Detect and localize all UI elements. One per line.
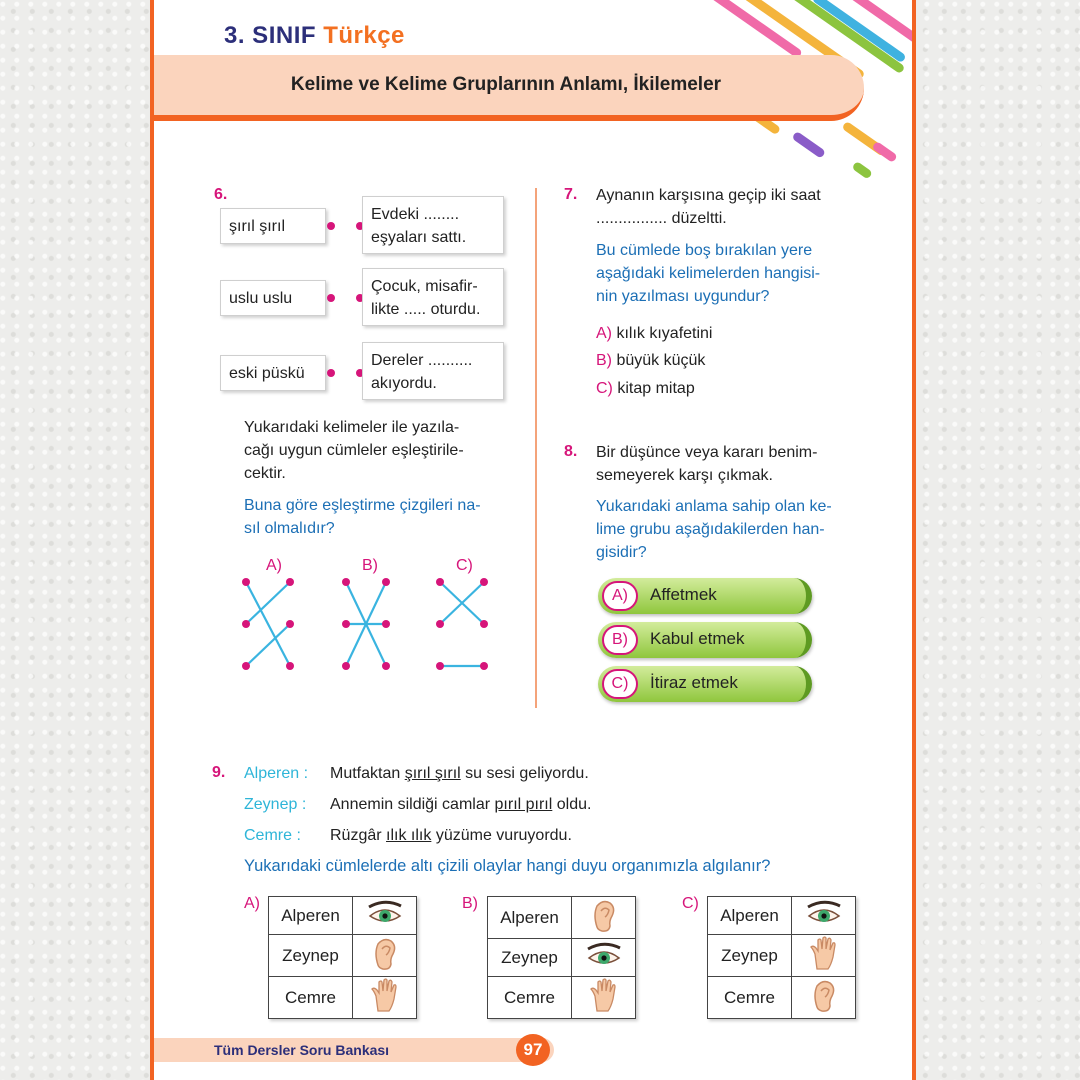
q6-option-b-label: B)	[362, 557, 378, 574]
q8-option-b[interactable]	[598, 622, 812, 658]
q6-question	[244, 494, 481, 540]
q9-table-name-cell: Cemre	[708, 977, 792, 1019]
q6-right-item-2	[362, 268, 504, 326]
grade-label: 3. SINIF	[224, 22, 317, 49]
q9-name-1: Alperen :	[244, 765, 309, 782]
q6-diagram-dot	[342, 662, 350, 670]
q6-diagram-dot	[286, 620, 294, 628]
q7-question-line: aşağıdaki kelimelerden hangisi-	[596, 265, 821, 282]
q9-sentence-2	[330, 793, 591, 816]
q6-diagram-dot	[382, 662, 390, 670]
q9-sentence-text: Annemin sildiği camlar	[330, 796, 495, 813]
q9-table-row	[708, 897, 856, 935]
q6-diagram-dot	[480, 662, 488, 670]
q6-diagram-dot	[382, 620, 390, 628]
q8-question-line: Yukarıdaki anlama sahip olan ke-	[596, 498, 832, 515]
q7-question	[596, 239, 820, 308]
q6-diagram-dot	[382, 578, 390, 586]
q8-option-c-text: İtiraz etmek	[650, 673, 738, 692]
q8-question-line: lime grubu aşağıdakilerden han-	[596, 521, 825, 538]
q9-table-name-cell: Zeynep	[488, 939, 572, 977]
q9-option-c-label: C)	[682, 895, 699, 912]
q6-right-item-1-line: Evdeki ........	[371, 206, 460, 223]
q6-diagram-dot	[436, 620, 444, 628]
q7-option-a-text: kılık kıyafetini	[616, 325, 713, 342]
q6-option-a-line	[246, 582, 290, 666]
q9-table-name-cell: Cemre	[269, 977, 353, 1019]
q6-left-item-1: şırıl şırıl	[220, 208, 326, 244]
q6-body-line: Yukarıdaki kelimeler ile yazıla-	[244, 419, 460, 436]
q6-option-a-line	[246, 624, 290, 666]
q9-sentence-text: Mutfaktan	[330, 765, 405, 782]
q6-diagram-dot	[436, 578, 444, 586]
page-title: Kelime ve Kelime Gruplarının Anlamı, İkilemeler	[290, 74, 722, 95]
q8-option-b-text: Kabul etmek	[650, 629, 745, 648]
q9-table-row	[708, 977, 856, 1019]
eye-icon	[572, 939, 636, 977]
q6-diagram-dot	[436, 662, 444, 670]
q7-option-b-text: büyük küçük	[616, 352, 706, 369]
q9-option-b-label: B)	[462, 895, 478, 912]
q6-question-line: Buna göre eşleştirme çizgileri na-	[244, 497, 481, 514]
workbook-page	[150, 0, 916, 1080]
q8-number: 8.	[564, 443, 578, 460]
q6-right-item-2-line: Çocuk, misafir-	[371, 278, 478, 295]
q6-question-line: sıl olmalıdır?	[244, 520, 335, 537]
q6-left-item-3: eski püskü	[220, 355, 326, 391]
q6-diagram-dot	[286, 578, 294, 586]
q8-option-a-text: Affetmek	[650, 585, 717, 604]
q9-option-a-table[interactable]	[268, 896, 417, 1019]
q7-option-a-letter: A)	[596, 325, 612, 342]
q9-table-name-cell: Zeynep	[269, 935, 353, 977]
q9-table-name-cell: Cemre	[488, 977, 572, 1019]
q6-right-item-2-line: likte ..... oturdu.	[371, 301, 481, 318]
ear-icon	[572, 897, 636, 939]
hand-icon	[572, 977, 636, 1019]
q9-underlined-word: pırıl pırıl	[494, 796, 553, 813]
q9-table-row	[488, 897, 636, 939]
q7-question-line: nin yazılması uygundur?	[596, 288, 770, 305]
q6-right-item-3	[362, 342, 504, 400]
q9-sentence-text: Rüzgâr	[330, 827, 387, 844]
q6-diagram-dot	[242, 578, 250, 586]
q9-table-row	[269, 977, 417, 1019]
q8-body-line: semeyerek karşı çıkmak.	[596, 467, 773, 484]
q9-table-row	[269, 897, 417, 935]
q9-table-name-cell: Alperen	[269, 897, 353, 935]
hand-icon	[792, 935, 856, 977]
ear-icon	[792, 977, 856, 1019]
q9-sentence-text: oldu.	[552, 796, 592, 813]
q6-diagram-dot	[286, 662, 294, 670]
q9-table-row	[269, 935, 417, 977]
q9-option-c-table[interactable]	[707, 896, 856, 1019]
q6-matching-lines-diagram	[234, 574, 504, 674]
q6-left-item-2: uslu uslu	[220, 280, 326, 316]
q8-option-c-letter: C)	[602, 669, 638, 699]
q8-body	[596, 441, 817, 487]
q8-question-line: gisidir?	[596, 544, 647, 561]
q8-option-b-letter: B)	[602, 625, 638, 655]
q7-option-a[interactable]	[596, 322, 712, 345]
q7-body-line: ................ düzeltti.	[596, 210, 727, 227]
eye-icon	[353, 897, 417, 935]
q6-option-c-label: C)	[456, 557, 473, 574]
subject-label: Türkçe	[323, 22, 405, 49]
q9-number: 9.	[212, 764, 226, 781]
q6-right-item-1	[362, 196, 504, 254]
page-number: 97	[516, 1034, 550, 1066]
eye-icon	[792, 897, 856, 935]
q6-right-item-1-line: eşyaları sattı.	[371, 229, 467, 246]
q9-option-b-table[interactable]	[487, 896, 636, 1019]
q9-sentence-text: yüzüme vuruyordu.	[431, 827, 572, 844]
q8-option-a-letter: A)	[602, 581, 638, 611]
q6-dot	[327, 222, 335, 230]
q6-option-a-label: A)	[266, 557, 282, 574]
q7-question-line: Bu cümlede boş bırakılan yere	[596, 242, 813, 259]
q6-dot	[327, 294, 335, 302]
grade-subject-heading	[224, 22, 405, 50]
q9-table-row	[708, 935, 856, 977]
q9-table-name-cell: Alperen	[488, 897, 572, 939]
q7-option-b[interactable]	[596, 349, 705, 372]
q7-option-b-letter: B)	[596, 352, 612, 369]
q9-sentence-1	[330, 762, 589, 785]
q6-diagram-dot	[342, 620, 350, 628]
q7-option-c[interactable]	[596, 377, 695, 400]
q6-number: 6.	[214, 186, 228, 203]
q9-sentence-3	[330, 824, 572, 847]
q8-option-c[interactable]	[598, 666, 812, 702]
q9-table-name-cell: Zeynep	[708, 935, 792, 977]
q8-option-a[interactable]	[598, 578, 812, 614]
q6-diagram-dot	[342, 578, 350, 586]
q7-body-line: Aynanın karşısına geçip iki saat	[596, 187, 821, 204]
q7-option-c-letter: C)	[596, 380, 613, 397]
q9-underlined-word: şırıl şırıl	[404, 765, 461, 782]
q8-question	[596, 495, 832, 564]
q7-body	[596, 184, 821, 230]
q6-diagram-dot	[242, 662, 250, 670]
hand-icon	[353, 977, 417, 1019]
q9-question: Yukarıdaki cümlelerde altı çizili olaylar hangi duyu organımızla algılanır?	[244, 857, 771, 875]
q9-name-2: Zeynep :	[244, 796, 307, 813]
ear-icon	[353, 935, 417, 977]
q9-underlined-word: ılık ılık	[386, 827, 432, 844]
q9-sentence-text: su sesi geliyordu.	[460, 765, 589, 782]
q6-body-line: cektir.	[244, 465, 286, 482]
q9-table-row	[488, 939, 636, 977]
q6-right-item-3-line: Dereler ..........	[371, 352, 473, 369]
q9-name-3: Cemre :	[244, 827, 301, 844]
q9-table-row	[488, 977, 636, 1019]
q9-table-name-cell: Alperen	[708, 897, 792, 935]
q6-diagram-dot	[480, 620, 488, 628]
q6-body-line: cağı uygun cümleler eşleştirile-	[244, 442, 464, 459]
book-title: Tüm Dersler Soru Bankası	[214, 1042, 390, 1058]
q6-body	[244, 416, 464, 485]
q9-option-a-label: A)	[244, 895, 260, 912]
q6-right-item-3-line: akıyordu.	[371, 375, 437, 392]
column-divider	[535, 188, 537, 708]
q6-option-a-line	[246, 582, 290, 624]
q7-option-c-text: kitap mitap	[617, 380, 695, 397]
q8-body-line: Bir düşünce veya kararı benim-	[596, 444, 818, 461]
q6-diagram-dot	[242, 620, 250, 628]
q6-diagram-dot	[480, 578, 488, 586]
q7-number: 7.	[564, 186, 578, 203]
q6-dot	[327, 369, 335, 377]
